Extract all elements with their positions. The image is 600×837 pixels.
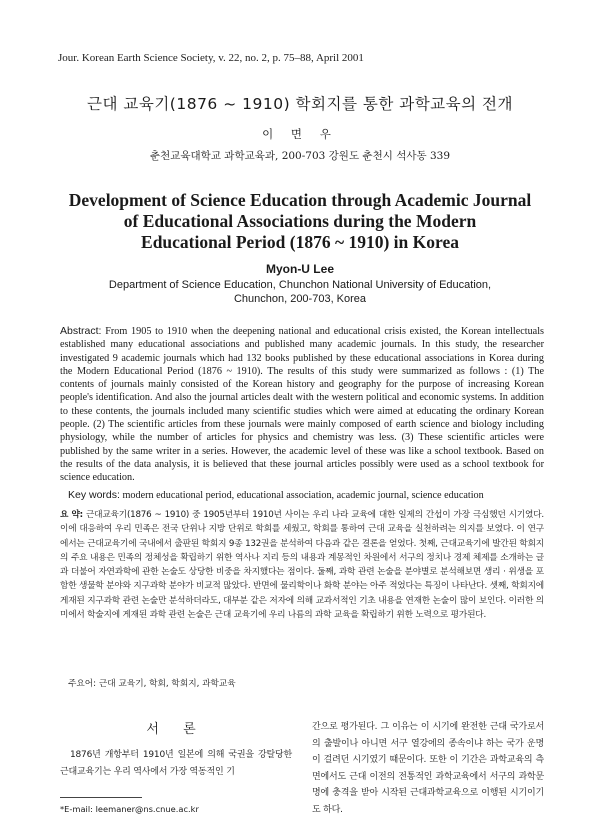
introduction-left-text: 1876년 개항부터 1910년 일본에 의해 국권을 강탈당한 근대교육기는 우리 역사에서 가장 역동적인 기	[60, 750, 292, 777]
keywords-text: modern educational period, educational association, academic journal, science education	[122, 490, 484, 501]
korean-abstract-text: 근대교육기(1876 ~ 1910) 중 1905년부터 1910년 사이는 우리 나라 교육에 대한 일제의 간섭이 가장 극심했던 시기였다. 이에 대응하여 우리 민족은 전국 단위나 지방 단위로 학회를 세웠고, 학회를 통하여 근대 교육을 실천하려는 의지를 보였다. 이 연구에서는 근대교육기에 국내에서 출판된 학회지 9종 132권을 분석하여 다음과 같은 결론을 얻었다. 첫째, 근대교육기에 발간된 학회지의 주요 내용은 민족의 정체성을 확립하기 위한 역사나 지리 등의 내용과 계몽적인 차원에서 서구의 정치나 경제 체제를 소개하는 글과 더불어 자연과학에 관한 논술도 상당한 비중을 차지했다는 점이다. 둘째, 과학 관련 논술을 분야별로 분석해보면 생리 · 위생을 포함한 생물학 분야와 지구과학 분야가 비교적 많았다. 반면에 물리학이나 화학 분야는 아주 적었다는 특징이 나타난다. 셋째, 학회지에 게재된 지구과학 관련 논술만 분석하더라도, 대부분 같은 저자에 의해 교과서적인 기초 내용을 연재한 논술이 많이 보인다. 이러한 의미에서 학술지에 게재된 과학 관련 논술은 근대 교육기에 우리 나름의 과학 교육을 확립하기 위한 노력으로 평가된다.	[60, 510, 544, 621]
korean-abstract-label: 요 약:	[60, 510, 83, 520]
english-affiliation-line: Department of Science Education, Chunchon National University of Education,	[108, 279, 492, 291]
korean-title: 근대 교육기(1876 ~ 1910) 학회지를 통한 과학교육의 전개	[87, 95, 513, 113]
introduction-left-column	[60, 718, 292, 780]
introduction-right-column	[312, 719, 544, 818]
english-abstract	[60, 325, 544, 485]
korean-keywords-text: 근대 교육기, 학회, 학회지, 과학교육	[98, 679, 236, 689]
english-author: Myon-U Lee	[265, 262, 334, 276]
abstract-text: From 1905 to 1910 when the deepening national and educational crisis existed, the Korean intellectuals established many educational associations and published many academic journals. In this study, the researcher investigated 9 academic journals which had 132 books published by these educational associations in Korea during the Modern Educational Period (1876 ~ 1910). The results of this study were summarized as follows : (1) The contents of journals mainly consisted of the Korean history and geography for the purpose of increasing Korean people's identification. And also the journal articles dealt with the western political and economic systems. In addition to these contents, the journals included many scientific studies which were aimed at educating the ordinary Korean people. (2) The scientific articles from these journals were mainly composed of earth science and biology including physiology, while the number of articles for physics and chemistry was less. (3) These scientific articles were published by the same writer in a series. However, the academic level of these was like a school textbook. Based on the results of the data analysis, it is believed that these journal articles possibly were used as a school textbook for science education.	[60, 326, 544, 484]
korean-abstract	[60, 508, 544, 622]
footnote-email: *E-mail: leemaner@ns.cnue.ac.kr	[60, 804, 199, 814]
section-heading: 서 론	[146, 722, 206, 737]
introduction-right-text: 간으로 평가된다. 그 이유는 이 시기에 완전한 근대 국가로서의 출발이나 아니면 서구 열강에의 종속이냐 하는 국가 운명이 걸려던 시기였기 때문이다. 또한 이 기간은 과학교육의 측면에서도 근대 이전의 전통적인 과학교육에서 서구의 과학문명에 충격을 받아 시작된 근대과학교육으로 이행된 시기이기도 하다.	[312, 722, 544, 815]
english-title-line: Educational Period (1876 ~ 1910) in Korea	[141, 232, 459, 252]
english-keywords	[68, 489, 544, 502]
english-affiliation	[60, 278, 540, 306]
korean-author: 이 면 우	[262, 127, 338, 141]
korean-affiliation: 춘천교육대학교 과학교육과, 200-703 강원도 춘천시 석사동 339	[149, 150, 451, 162]
english-title-line: of Educational Associations during the Modern	[123, 211, 477, 231]
footnote-divider	[60, 797, 142, 798]
korean-keywords	[68, 677, 544, 689]
english-title-line: Development of Science Education through Academic Journal	[68, 190, 532, 210]
keywords-label: Key words:	[68, 489, 120, 501]
abstract-label: Abstract:	[60, 325, 102, 337]
english-title	[60, 190, 540, 253]
korean-keywords-label: 주요어:	[68, 679, 97, 689]
journal-citation-header: Jour. Korean Earth Science Society, v. 22, no. 2, p. 75–88, April 2001	[58, 52, 364, 64]
english-affiliation-line: Chunchon, 200-703, Korea	[233, 293, 367, 305]
